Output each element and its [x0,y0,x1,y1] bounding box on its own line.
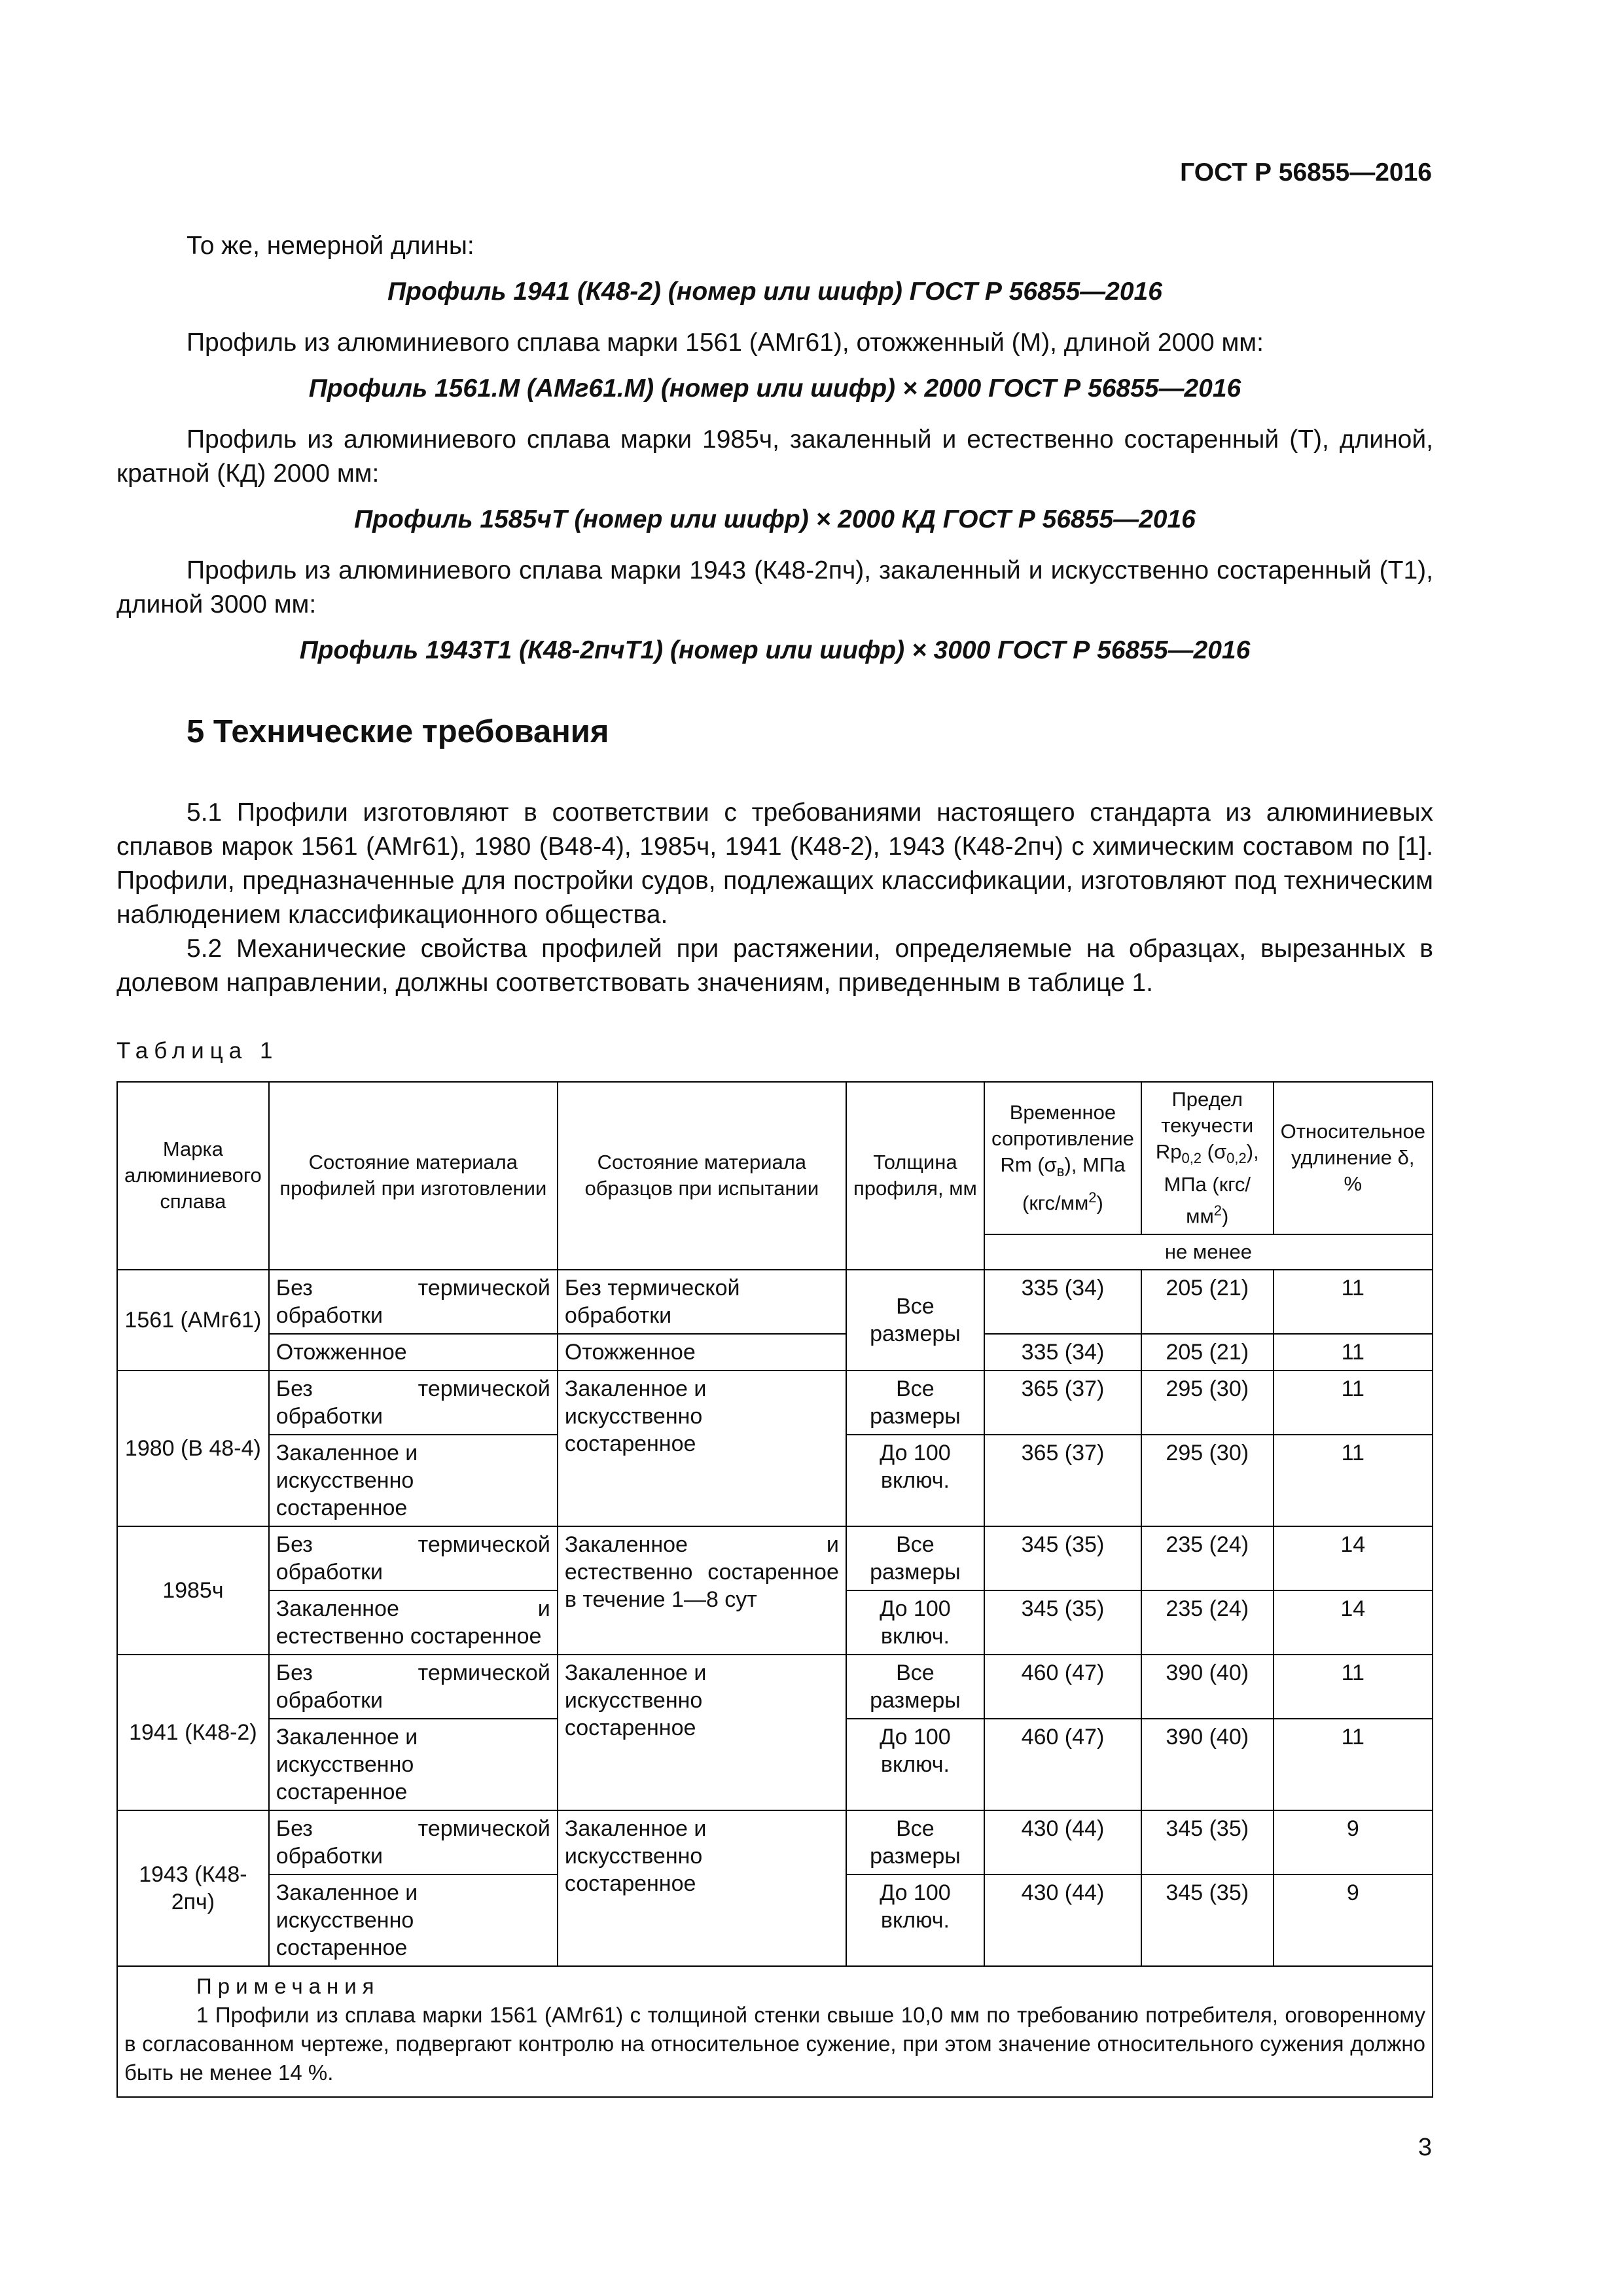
cell-alloy: 1985ч [117,1526,269,1655]
cell-elongation: 11 [1274,1334,1433,1371]
header-thickness: Толщина профиля, мм [846,1082,984,1270]
cell-elongation: 11 [1274,1719,1433,1810]
table-row [117,1371,1433,1435]
cell-state-test: Закаленное и искусственно состаренное [558,1371,846,1526]
example-text: То же, немерной длины: [187,232,474,260]
cell-state-mfg: Закаленное и искусственно состаренное [269,1435,558,1526]
cell-elongation: 9 [1274,1810,1433,1874]
cell-thickness: Все размеры [846,1810,984,1874]
cell-rm: 335 (34) [984,1334,1141,1371]
cell-thickness: Все размеры [846,1270,984,1371]
cell-rp: 295 (30) [1141,1435,1274,1526]
cell-thickness: До 100 включ. [846,1719,984,1810]
example-designation: Профиль 1585чТ (номер или шифр) × 2000 КД ГОСТ Р 56855—2016 [354,505,1196,533]
cell-state-test: Без термической обработки [558,1270,846,1334]
cell-rp: 345 (35) [1141,1810,1274,1874]
cell-thickness: До 100 включ. [846,1590,984,1655]
cell-thickness: До 100 включ. [846,1435,984,1526]
cell-state-mfg: Закаленное и искусственно состаренное [269,1874,558,1966]
cell-rp: 390 (40) [1141,1719,1274,1810]
cell-state-mfg: Отожженное [269,1334,558,1371]
cell-state-test: Закаленное и искусственно состаренное [558,1810,846,1966]
table-row [117,1526,1433,1590]
cell-state-mfg: Без термической обработки [269,1371,558,1435]
cell-rp: 205 (21) [1141,1334,1274,1371]
cell-elongation: 9 [1274,1874,1433,1966]
table-row [117,1655,1433,1719]
header-min-label: не менее [984,1234,1433,1270]
example-text: Профиль из алюминиевого сплава марки 1943 (К48-2пч), закаленный и искусственно состаренный (Т1), длиной 3000 мм: [116,556,1433,619]
cell-alloy: 1561 (АМг61) [117,1270,269,1371]
header-alloy: Марка алюминиевого сплава [117,1082,269,1270]
cell-state-mfg: Без термической обработки [269,1526,558,1590]
cell-alloy: 1941 (К48-2) [117,1655,269,1810]
cell-thickness: Все размеры [846,1371,984,1435]
example-text: Профиль из алюминиевого сплава марки 1985ч, закаленный и естественно состаренный (Т), длиной, кратной (КД) 2000 мм: [116,425,1433,488]
cell-state-test: Закаленное и искусственно состаренное [558,1655,846,1810]
example-designation: Профиль 1941 (К48-2) (номер или шифр) ГОСТ Р 56855—2016 [387,278,1162,306]
table-row [117,1334,1433,1371]
cell-rm: 430 (44) [984,1810,1141,1874]
cell-elongation: 11 [1274,1270,1433,1334]
example-designation: Профиль 1561.М (АМг61.М) (номер или шифр) × 2000 ГОСТ Р 56855—2016 [308,374,1241,403]
example-text: Профиль из алюминиевого сплава марки 1561 (АМг61), отожженный (М), длиной 2000 мм: [187,329,1264,357]
header-elongation: Относительное удлинение δ, % [1274,1082,1433,1234]
cell-state-test: Закаленное и естественно состаренное в течение 1—8 сут [558,1526,846,1655]
cell-rp: 205 (21) [1141,1270,1274,1334]
cell-rm: 365 (37) [984,1435,1141,1526]
table-row [117,1270,1433,1334]
table-notes [117,1966,1433,2097]
paragraph-5-2: 5.2 Механические свойства профилей при растяжении, определяемые на образцах, вырезанных в долевом направлении, должны соответствовать значениям, приведенным в таблице 1. [116,935,1433,997]
cell-elongation: 14 [1274,1590,1433,1655]
cell-alloy: 1980 (В 48-4) [117,1371,269,1526]
cell-rp: 345 (35) [1141,1874,1274,1966]
cell-state-test: Отожженное [558,1334,846,1371]
header-state-test: Состояние материала образцов при испытании [558,1082,846,1270]
notes-title: Примечания [196,1973,380,1998]
page-number: 3 [1418,2134,1432,2161]
cell-rm: 335 (34) [984,1270,1141,1334]
table-row [117,1810,1433,1874]
paragraph-5-1: 5.1 Профили изготовляют в соответствии с требованиями настоящего стандарта из алюминиевых сплавов марок 1561 (АМг61), 1980 (В48-4), 1985ч, 1941 (К48-2), 1943 (К48-2пч) с химическим составом по [1]. Профили, предназначенные для постройки судов, подлежащих классификации, изготовляют под техническим наблюдением классификационного общества. [116,798,1433,929]
header-yield-strength: Предел текучести $Rp_{0,2}$ $(\sigma_{0,2})$, МПа $(кгс/мм^2)$ [1141,1082,1274,1234]
cell-state-mfg: Без термической обработки [269,1270,558,1334]
cell-thickness: До 100 включ. [846,1874,984,1966]
table-caption: Таблица 1 [116,1038,279,1064]
cell-rm: 365 (37) [984,1371,1141,1435]
section-title: 5 Технические требования [187,714,609,749]
cell-rm: 345 (35) [984,1590,1141,1655]
cell-elongation: 11 [1274,1435,1433,1526]
cell-rp: 235 (24) [1141,1590,1274,1655]
header-state-mfg: Состояние материала профилей при изготовлении [269,1082,558,1270]
cell-rp: 390 (40) [1141,1655,1274,1719]
cell-rm: 430 (44) [984,1874,1141,1966]
table-header-row [117,1082,1433,1234]
cell-rm: 345 (35) [984,1526,1141,1590]
page-content [116,229,1433,2098]
note-1: 1 Профили из сплава марки 1561 (АМг61) с толщиной стенки свыше 10,0 мм по требованию потребителя, оговоренному в согласованном чертеже, подвергают контролю на относительное сужение, при этом значение относительного сужения должно быть не менее 14 %. [124,2002,1425,2085]
example-designation: Профиль 1943Т1 (К48-2пчТ1) (номер или шифр) × 3000 ГОСТ Р 56855—2016 [299,636,1251,664]
cell-state-mfg: Закаленное и естественно состаренное [269,1590,558,1655]
cell-rp: 235 (24) [1141,1526,1274,1590]
cell-state-mfg: Без термической обработки [269,1655,558,1719]
cell-elongation: 11 [1274,1371,1433,1435]
cell-thickness: Все размеры [846,1526,984,1590]
cell-thickness: Все размеры [846,1655,984,1719]
cell-alloy: 1943 (К48-2пч) [117,1810,269,1966]
cell-state-mfg: Без термической обработки [269,1810,558,1874]
cell-rm: 460 (47) [984,1719,1141,1810]
cell-elongation: 14 [1274,1526,1433,1590]
mechanical-properties-table [116,1081,1433,2098]
cell-rm: 460 (47) [984,1655,1141,1719]
header-tensile-strength: Временное сопротивление Rm $(\sigma_в)$, МПа $(кгс/мм^2)$ [984,1082,1141,1234]
cell-state-mfg: Закаленное и искусственно состаренное [269,1719,558,1810]
document-code: ГОСТ Р 56855—2016 [1180,158,1432,187]
table-notes-row [117,1966,1433,2097]
cell-rp: 295 (30) [1141,1371,1274,1435]
cell-elongation: 11 [1274,1655,1433,1719]
